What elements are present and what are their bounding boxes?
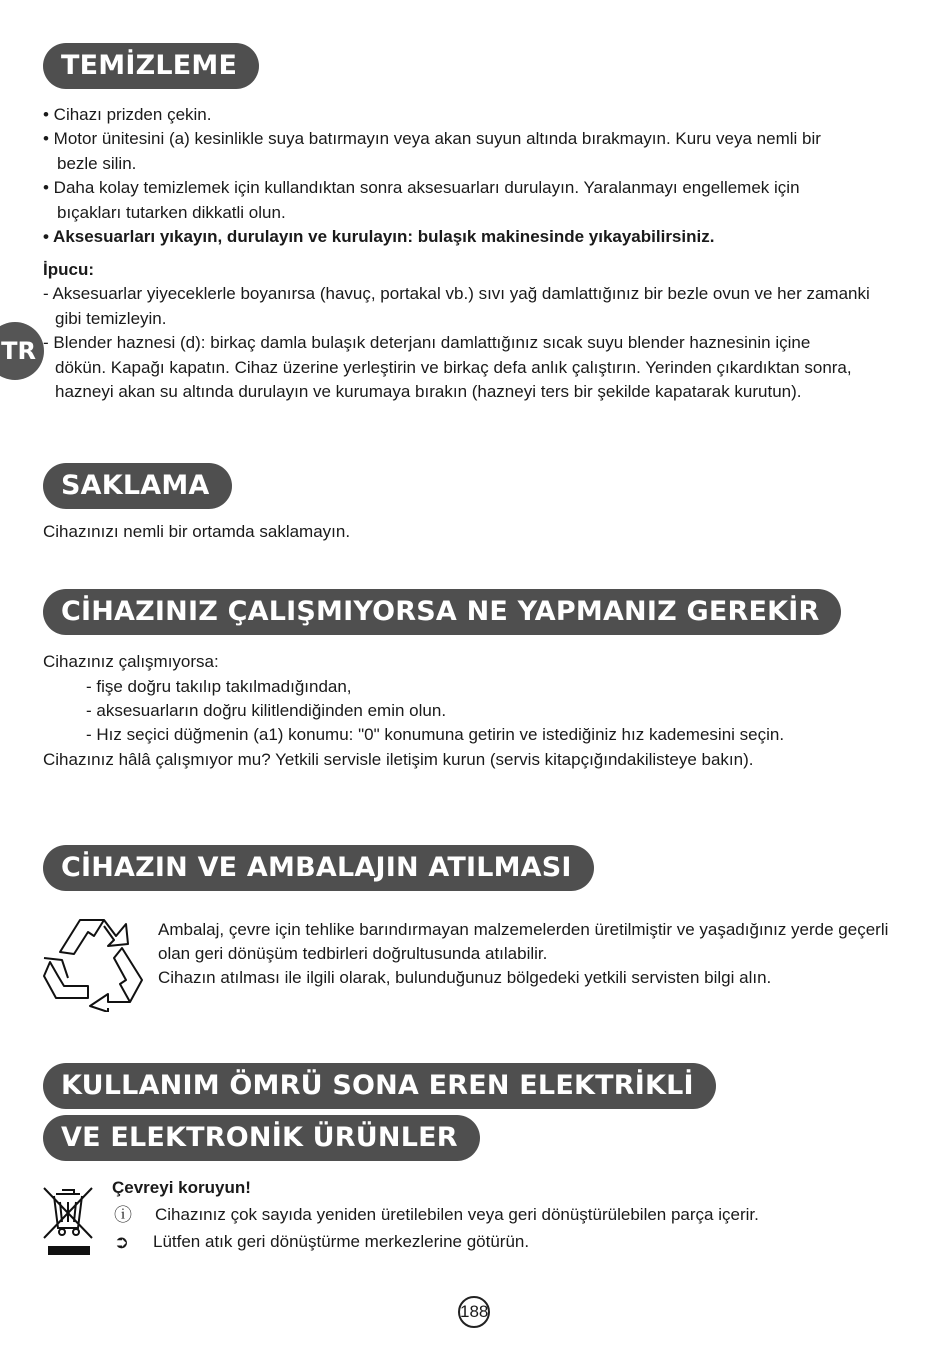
section-title-disposal: CİHAZIN VE AMBALAJIN ATILMASI — [43, 845, 594, 891]
disposal-line-3: Cihazın atılması ile ilgili olarak, bulunduğunuz bölgedeki yetkili servisten bilgi alın. — [158, 968, 772, 987]
language-tab: TR — [0, 322, 44, 380]
troubleshoot-outro: Cihazınız hâlâ çalışmıyor mu? Yetkili servisle iletişim kurun (servis kitapçığındakilisteye bakın). — [43, 750, 754, 769]
cleaning-bullet-3-cont: bıçakları tutarken dikkatli olun. — [57, 203, 286, 222]
cleaning-bullet-2: • Motor ünitesini (a) kesinlikle suya batırmayın veya akan suyun altında bırakmayın. Kuru veya nemli bir — [43, 129, 821, 148]
tip-line-2: - Blender haznesi (d): birkaç damla bulaşık deterjanı damlattığınız sıcak suyu blender haznesinin içine — [43, 333, 811, 352]
crossed-bin-icon — [40, 1182, 96, 1258]
troubleshoot-intro: Cihazınız çalışmıyorsa: — [43, 652, 219, 671]
tip-line-2-cont2: hazneyi akan su altında durulayın ve kurumaya bırakın (hazneyi ters bir şekilde kapatarak kurutun). — [55, 382, 802, 401]
troubleshoot-item-1: - fişe doğru takılıp takılmadığından, — [86, 677, 352, 696]
section-title-storage: SAKLAMA — [43, 463, 232, 509]
section-title-cleaning: TEMİZLEME — [43, 43, 259, 89]
arrow-icon: ➲ — [114, 1232, 130, 1252]
section-title-weee-line1: KULLANIM ÖMRÜ SONA EREN ELEKTRİKLİ — [43, 1063, 716, 1109]
tip-line-2-cont: dökün. Kapağı kapatın. Cihaz üzerine yerleştirin ve birkaç defa anlık çalıştırın. Yerinden çıkardıktan sonra, — [55, 358, 852, 377]
troubleshoot-item-2: - aksesuarların doğru kilitlendiğinden emin olun. — [86, 701, 447, 720]
weee-heading: Çevreyi koruyun! — [112, 1178, 251, 1197]
cleaning-bullet-4: • Aksesuarları yıkayın, durulayın ve kurulayın: bulaşık makinesinde yıkayabilirsiniz. — [43, 227, 715, 246]
page-number: 188 — [458, 1296, 490, 1328]
tip-line-1-cont: gibi temizleyin. — [55, 309, 167, 328]
disposal-line-1: Ambalaj, çevre için tehlike barındırmayan malzemelerden üretilmiştir ve yaşadığınız yerde geçerli — [158, 920, 889, 939]
tip-label: İpucu: — [43, 260, 94, 279]
weee-arrow-text: Lütfen atık geri dönüştürme merkezlerine götürün. — [153, 1232, 530, 1251]
troubleshoot-item-3: - Hız seçici düğmenin (a1) konumu: "0" konumuna getirin ve istediğiniz hız kademesini seçin. — [86, 725, 785, 744]
section-title-weee-line2: VE ELEKTRONİK ÜRÜNLER — [43, 1115, 480, 1161]
cleaning-bullet-2-cont: bezle silin. — [57, 154, 137, 173]
storage-text: Cihazınızı nemli bir ortamda saklamayın. — [43, 522, 351, 541]
disposal-line-2: olan geri dönüşüm tedbirleri doğrultusunda atılabilir. — [158, 944, 548, 963]
weee-info-text: Cihazınız çok sayıda yeniden üretilebilen veya geri dönüştürülebilen parça içerir. — [155, 1205, 759, 1224]
tip-line-1: - Aksesuarlar yiyeceklerle boyanırsa (havuç, portakal vb.) sıvı yağ damlattığınız bir bezle ovun ve her zamanki — [43, 284, 870, 303]
info-icon: ⓘ — [114, 1205, 132, 1225]
cleaning-bullet-3: • Daha kolay temizlemek için kullandıktan sonra aksesuarları durulayın. Yaralanmayı engellemek için — [43, 178, 800, 197]
section-title-troubleshoot: CİHAZINIZ ÇALIŞMIYORSA NE YAPMANIZ GEREKİR — [43, 589, 841, 635]
recycle-icon — [42, 914, 144, 1012]
cleaning-bullet-1: • Cihazı prizden çekin. — [43, 105, 212, 124]
